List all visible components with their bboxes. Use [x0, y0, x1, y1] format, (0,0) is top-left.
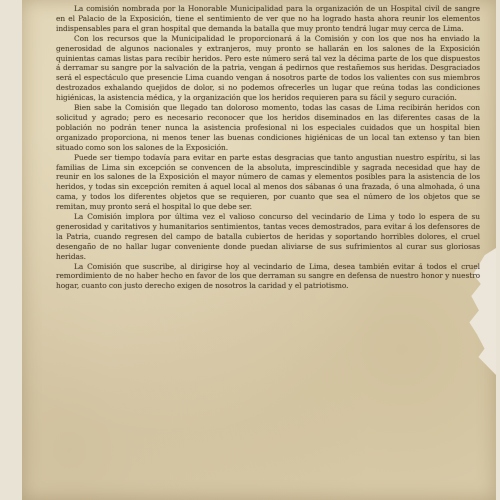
document-body	[56, 4, 480, 291]
paragraph-4: Puede ser tiempo todavía para evitar en parte estas desgracias que tanto angustian nuestro espíritu, si las familias de Lima sin excepción se convencen de la absoluta, imprescindible y sagrada necesidad que hay de reunir en los salones de la Exposición el mayor número de camas y elementos posibles para la asistencia de los heridos, y todas sin excepción remiten á aquel local al menos dos sábanas ó una frazada, ó una almohada, ó una cama, y todos los diferentes objetos que se requieren, por cuanto que sea el número de los objetos que se remitan, muy pronto será el hospital lo que debe ser.	[56, 152, 480, 212]
paragraph-2: Con los recursos que la Municipalidad le proporcionará á la Comisión y con los que nos ha enviado la generosidad de algunos nacionales y extranjeros, muy pronto se hallarán en los salones de la Exposición quinientas camas listas para recibir heridos. Pero este número será tal vez la décima parte de los que dispuestos á derramar su sangre por la salvación de la patria, vengan á pedirnos que restañemos sus heridas. Desgraciados será el espectáculo que presencie Lima cuando vengan á nosotros parte de todos los valientes con sus miembros destrozados exhalando quejidos de dolor, si no podemos ofrecerles un lugar que reúna todas las condiciones higiénicas, la asistencia médica, y la organización que los heridos requieren para su fácil y seguro curación.	[56, 33, 480, 103]
paragraph-1: La comisión nombrada por la Honorable Municipalidad para la organización de un Hospital civil de sangre en el Palacio de la Exposición, tiene el sentimiento de ver que no ha logrado hasta ahora reunir los elementos indispensables para el gran hospital que demanda la batalla que muy pronto tendrá lugar muy cerca de Lima.	[56, 4, 480, 33]
paragraph-6: La Comisión que suscribe, al dirigirse hoy al vecindario de Lima, desea también evitar á todos el cruel remordimiento de no haber hecho en favor de los que derraman su sangre en defensa de nuestro honor y nuestro hogar, cuanto con justo derecho exigen de nosotros la caridad y el patriotismo.	[56, 261, 480, 291]
document-page	[22, 0, 496, 500]
paragraph-3: Bien sabe la Comisión que llegado tan doloroso momento, todas las casas de Lima recibirán heridos con solicitud y agrado; pero es necesario reconocer que los heridos diseminados en las diferentes casas de la población no podrán tener nunca la asistencia profesional ni los especiales cuidados que un hospital bien organizado proporciona, ni menos tener las buenas condiciones higiénicas de un local tan extenso y tan bien situado como son los salones de la Exposición.	[56, 103, 480, 152]
paragraph-5: La Comisión implora por última vez el valioso concurso del vecindario de Lima y todo lo espera de su generosidad y caritativos y humanitarios sentimientos, tantas veces demostrados, para evitar á los defensores de la Patria, cuando regresen del campo de batalla cubiertos de heridas y soportando horribles dolores, el cruel desengaño de no hallar lugar conveniente donde puedan aliviarse de sus sufrimientos al curar sus gloriosas heridas.	[56, 212, 480, 261]
